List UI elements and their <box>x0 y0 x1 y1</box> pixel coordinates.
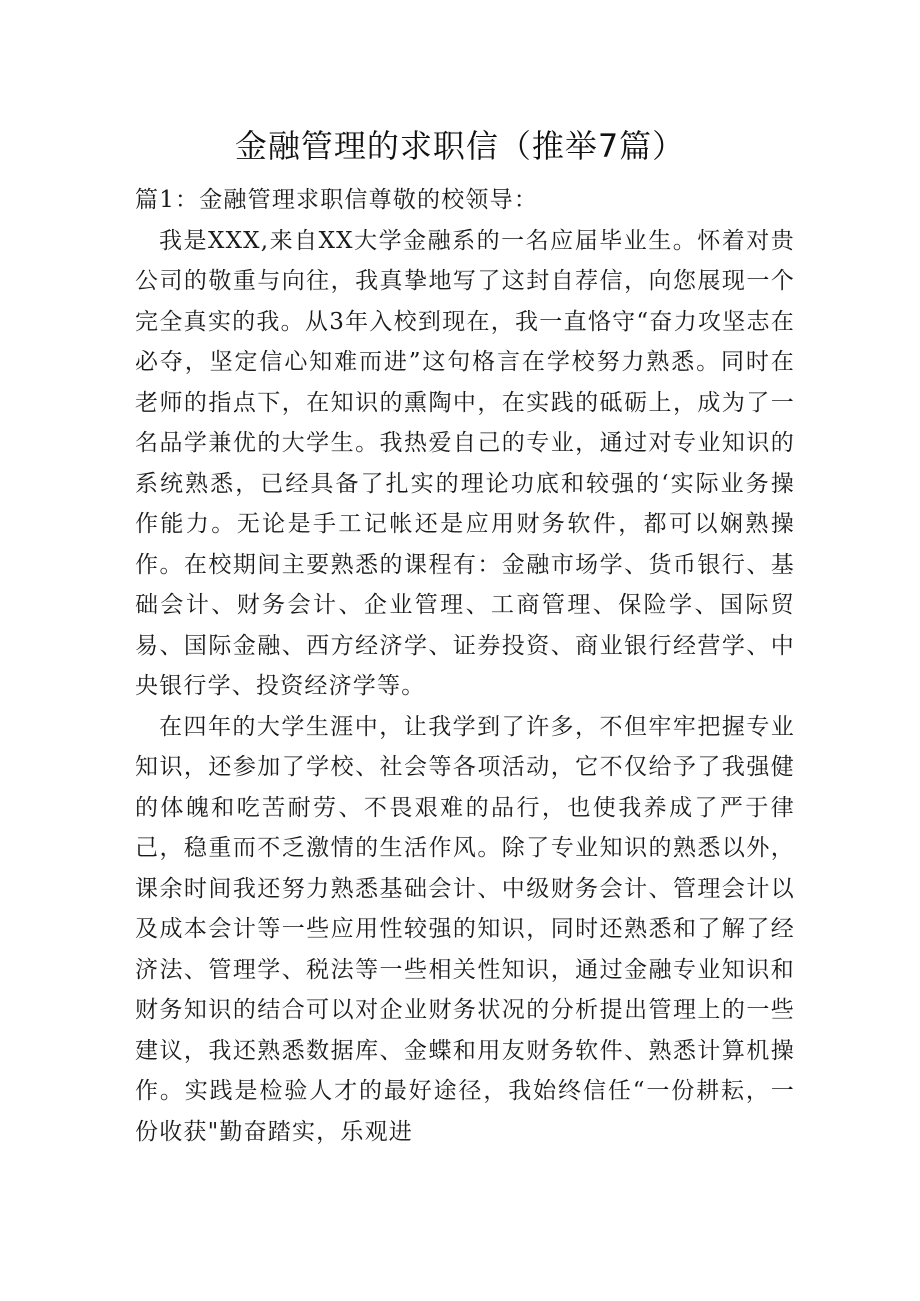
document-body <box>135 180 795 1152</box>
document-title: 金融管理的求职信（推举7篇） <box>234 127 686 165</box>
paragraph-1: 我是XXX,来自XX大学金融系的一名应届毕业生。怀着对贵公司的敬重与向往，我真挚地写了这封自荐信，向您展现一个完全真实的我。从3年入校到现在，我一直恪守“奋力攻坚志在必夺，坚定信心知难而进”这句格言在学校努力熟悉。同时在老师的指点下，在知识的熏陶中，在实践的砥砺上，成为了一名品学兼优的大学生。我热爱自己的专业，通过对专业知识的系统熟悉，已经具备了扎实的理论功底和较强的‘实际业务操作能力。无论是手工记帐还是应用财务软件，都可以娴熟操作。在校期间主要熟悉的课程有：金融市场学、货币银行、基础会计、财务会计、企业管理、工商管理、保险学、国际贸易、国际金融、西方经济学、证券投资、商业银行经营学、中央银行学、投资经济学等。 <box>135 227 795 699</box>
paragraph-2: 在四年的大学生涯中，让我学到了许多，不但牢牢把握专业知识，还参加了学校、社会等各项活动，它不仅给予了我强健的体魄和吃苦耐劳、不畏艰难的品行，也使我养成了严于律己，稳重而不乏激情的生活作风。除了专业知识的熟悉以外，课余时间我还努力熟悉基础会计、中级财务会计、管理会计以及成本会计等一些应用性较强的知识，同时还熟悉和了解了经济法、管理学、税法等一些相关性知识，通过金融专业知识和财务知识的结合可以对企业财务状况的分析提出管理上的一些建议，我还熟悉数据库、金蝶和用友财务软件、熟悉计算机操作。实践是检验人才的最好途径，我始终信任“一份耕耘，一份收获"勤奋踏实，乐观进 <box>135 713 795 1145</box>
salutation-line: 篇1：金融管理求职信尊敬的校领导： <box>135 187 539 213</box>
